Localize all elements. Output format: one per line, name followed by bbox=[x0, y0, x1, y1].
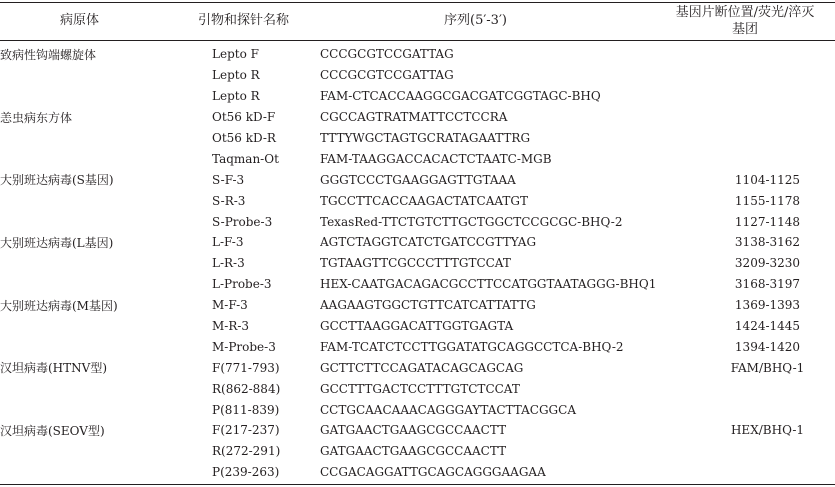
pathogen-cell bbox=[0, 65, 212, 86]
position-cell: 1394-1420 bbox=[734, 339, 801, 354]
primer-name-cell: P(239-263) bbox=[212, 465, 280, 480]
primer-name-cell: Ot56 kD-R bbox=[212, 131, 276, 145]
sequence-cell: AAGAAGTGGCTGTTCATCATTATTG bbox=[320, 298, 536, 313]
pathogen-cell: 恙虫病东方体 bbox=[0, 110, 73, 125]
position-cell bbox=[700, 44, 835, 65]
sequence-cell: GGGTCCCTGAAGGAGTTGTAAA bbox=[320, 172, 516, 187]
table-row bbox=[0, 357, 835, 378]
table-row bbox=[0, 274, 835, 295]
position-cell: 1155-1178 bbox=[734, 193, 801, 208]
pathogen-cell bbox=[0, 128, 212, 149]
sequence-cell: FAM-TAAGGACCACACTCTAATC-MGB bbox=[320, 151, 552, 166]
pathogen-cell bbox=[0, 316, 212, 337]
pathogen-cell: 大别班达病毒(L基因) bbox=[0, 235, 114, 250]
primer-name-cell: R(862-884) bbox=[212, 381, 281, 396]
sequence-cell: AGTCTAGGTCATCTGATCCGTTYAG bbox=[320, 235, 537, 250]
sequence-cell: CCTGCAACAAACAGGGAYTACTTACGGCA bbox=[320, 402, 576, 417]
position-cell bbox=[700, 462, 835, 483]
table-row bbox=[0, 148, 835, 169]
primer-name-cell: L-Probe-3 bbox=[212, 277, 272, 292]
table-row bbox=[0, 378, 835, 399]
table-row bbox=[0, 128, 835, 149]
position-cell bbox=[700, 399, 835, 420]
pathogen-cell bbox=[0, 148, 212, 169]
primer-name-cell: S-R-3 bbox=[212, 193, 246, 208]
pathogen-cell: 大别班达病毒(M基因) bbox=[0, 298, 118, 313]
sequence-cell: CGCCAGTRATMATTCCTCCRA bbox=[320, 110, 508, 125]
pathogen-cell bbox=[0, 190, 212, 211]
pathogen-cell: 大别班达病毒(S基因) bbox=[0, 173, 114, 188]
position-cell bbox=[700, 86, 835, 107]
position-cell bbox=[700, 107, 835, 128]
table-row bbox=[0, 399, 835, 420]
sequence-cell: GCCTTAAGGACATTGGTGAGTA bbox=[320, 319, 514, 334]
pathogen-cell: 汉坦病毒(HTNV型) bbox=[0, 361, 107, 376]
sequence-cell: CCCGCGTCCGATTAG bbox=[320, 47, 454, 62]
position-cell: 1127-1148 bbox=[734, 214, 801, 229]
sequence-cell: CCCGCGTCCGATTAG bbox=[320, 68, 454, 83]
pathogen-cell: 致病性钩端螺旋体 bbox=[0, 47, 97, 62]
pathogen-cell bbox=[0, 336, 212, 357]
sequence-cell: FAM-TCATCTCCTTGGATATGCAGGCCTCA-BHQ-2 bbox=[320, 339, 624, 354]
primer-name-cell: L-F-3 bbox=[212, 235, 244, 250]
primer-name-cell: Lepto F bbox=[212, 47, 259, 62]
table-row bbox=[0, 295, 835, 316]
position-cell: HEX/BHQ-1 bbox=[730, 423, 805, 438]
primer-name-cell: L-R-3 bbox=[212, 256, 245, 271]
table-row bbox=[0, 462, 835, 483]
header-rule bbox=[0, 40, 835, 41]
pathogen-cell bbox=[0, 211, 212, 232]
primer-name-cell: S-Probe-3 bbox=[212, 214, 273, 229]
table-row bbox=[0, 316, 835, 337]
position-cell bbox=[700, 128, 835, 149]
primer-name-cell: P(811-839) bbox=[212, 402, 280, 417]
table-body bbox=[0, 44, 835, 483]
primer-name-cell: Taqman-Ot bbox=[212, 151, 279, 166]
pathogen-cell bbox=[0, 378, 212, 399]
header-primer: 引物和探针名称 bbox=[198, 13, 290, 28]
pathogen-cell bbox=[0, 462, 212, 483]
position-cell: FAM/BHQ-1 bbox=[730, 360, 805, 375]
sequence-cell: GCTTCTTCCAGATACAGCAGCAG bbox=[320, 360, 524, 375]
table-row bbox=[0, 253, 835, 274]
bottom-rule bbox=[0, 484, 835, 485]
table-row bbox=[0, 420, 835, 441]
table-row bbox=[0, 107, 835, 128]
position-cell: 3138-3162 bbox=[734, 235, 801, 250]
sequence-cell: TTTYWGCTAGTGCRATAGAATTRG bbox=[320, 131, 531, 145]
position-cell bbox=[700, 378, 835, 399]
sequence-cell: TexasRed-TTCTGTCTTGCTGGCTCCGCGC-BHQ-2 bbox=[320, 214, 623, 229]
primer-name-cell: F(217-237) bbox=[212, 423, 280, 438]
table-row bbox=[0, 336, 835, 357]
position-cell: 1104-1125 bbox=[734, 172, 801, 187]
primer-name-cell: Ot56 kD-F bbox=[212, 110, 276, 125]
pathogen-cell bbox=[0, 399, 212, 420]
sequence-cell: GATGAACTGAAGCGCCAACTT bbox=[320, 444, 507, 459]
header-position-line1: 基因片断位置/荧光/淬灭 bbox=[675, 5, 815, 20]
header-pathogen: 病原体 bbox=[60, 13, 100, 28]
primer-name-cell: M-F-3 bbox=[212, 298, 248, 313]
position-cell: 3209-3230 bbox=[734, 256, 801, 271]
table-row bbox=[0, 169, 835, 190]
position-cell: 3168-3197 bbox=[734, 277, 801, 292]
table-row bbox=[0, 190, 835, 211]
sequence-cell: TGCCTTCACCAAGACTATCAATGT bbox=[320, 193, 528, 208]
sequence-cell: TGTAAGTTCGCCCTTTGTCCAT bbox=[320, 256, 511, 271]
position-cell bbox=[700, 441, 835, 462]
primer-name-cell: F(771-793) bbox=[212, 360, 280, 375]
table-row bbox=[0, 232, 835, 253]
position-cell: 1424-1445 bbox=[734, 319, 801, 334]
table-row bbox=[0, 86, 835, 107]
position-cell bbox=[700, 65, 835, 86]
sequence-cell: GATGAACTGAAGCGCCAACTT bbox=[320, 423, 507, 438]
sequence-cell: FAM-CTCACCAAGGCGACGATCGGTAGC-BHQ bbox=[320, 89, 601, 104]
pathogen-cell bbox=[0, 253, 212, 274]
position-cell: 1369-1393 bbox=[734, 298, 801, 313]
pathogen-cell bbox=[0, 274, 212, 295]
sequence-cell: CCGACAGGATTGCAGCAGGGAAGAA bbox=[320, 465, 546, 480]
position-cell bbox=[700, 148, 835, 169]
top-rule bbox=[0, 2, 835, 3]
pathogen-cell bbox=[0, 86, 212, 107]
primer-name-cell: Lepto R bbox=[212, 89, 260, 104]
pathogen-cell bbox=[0, 441, 212, 462]
primer-name-cell: M-Probe-3 bbox=[212, 339, 276, 354]
primer-name-cell: M-R-3 bbox=[212, 319, 250, 334]
table-row bbox=[0, 441, 835, 462]
sequence-cell: GCCTTTGACTCCTTTGTCTCCAT bbox=[320, 381, 520, 396]
primer-name-cell: S-F-3 bbox=[212, 172, 245, 187]
header-position bbox=[665, 4, 825, 38]
primer-name-cell: R(272-291) bbox=[212, 444, 281, 459]
sequence-cell: HEX-CAATGACAGACGCCTTCCATGGTAATAGGG-BHQ1 bbox=[320, 277, 657, 292]
table-row bbox=[0, 44, 835, 65]
table-row bbox=[0, 65, 835, 86]
header-sequence: 序列(5′-3′) bbox=[444, 13, 507, 28]
header-position-line2: 基团 bbox=[731, 22, 758, 37]
table-row bbox=[0, 211, 835, 232]
primer-name-cell: Lepto R bbox=[212, 68, 260, 83]
pathogen-cell: 汉坦病毒(SEOV型) bbox=[0, 423, 105, 438]
